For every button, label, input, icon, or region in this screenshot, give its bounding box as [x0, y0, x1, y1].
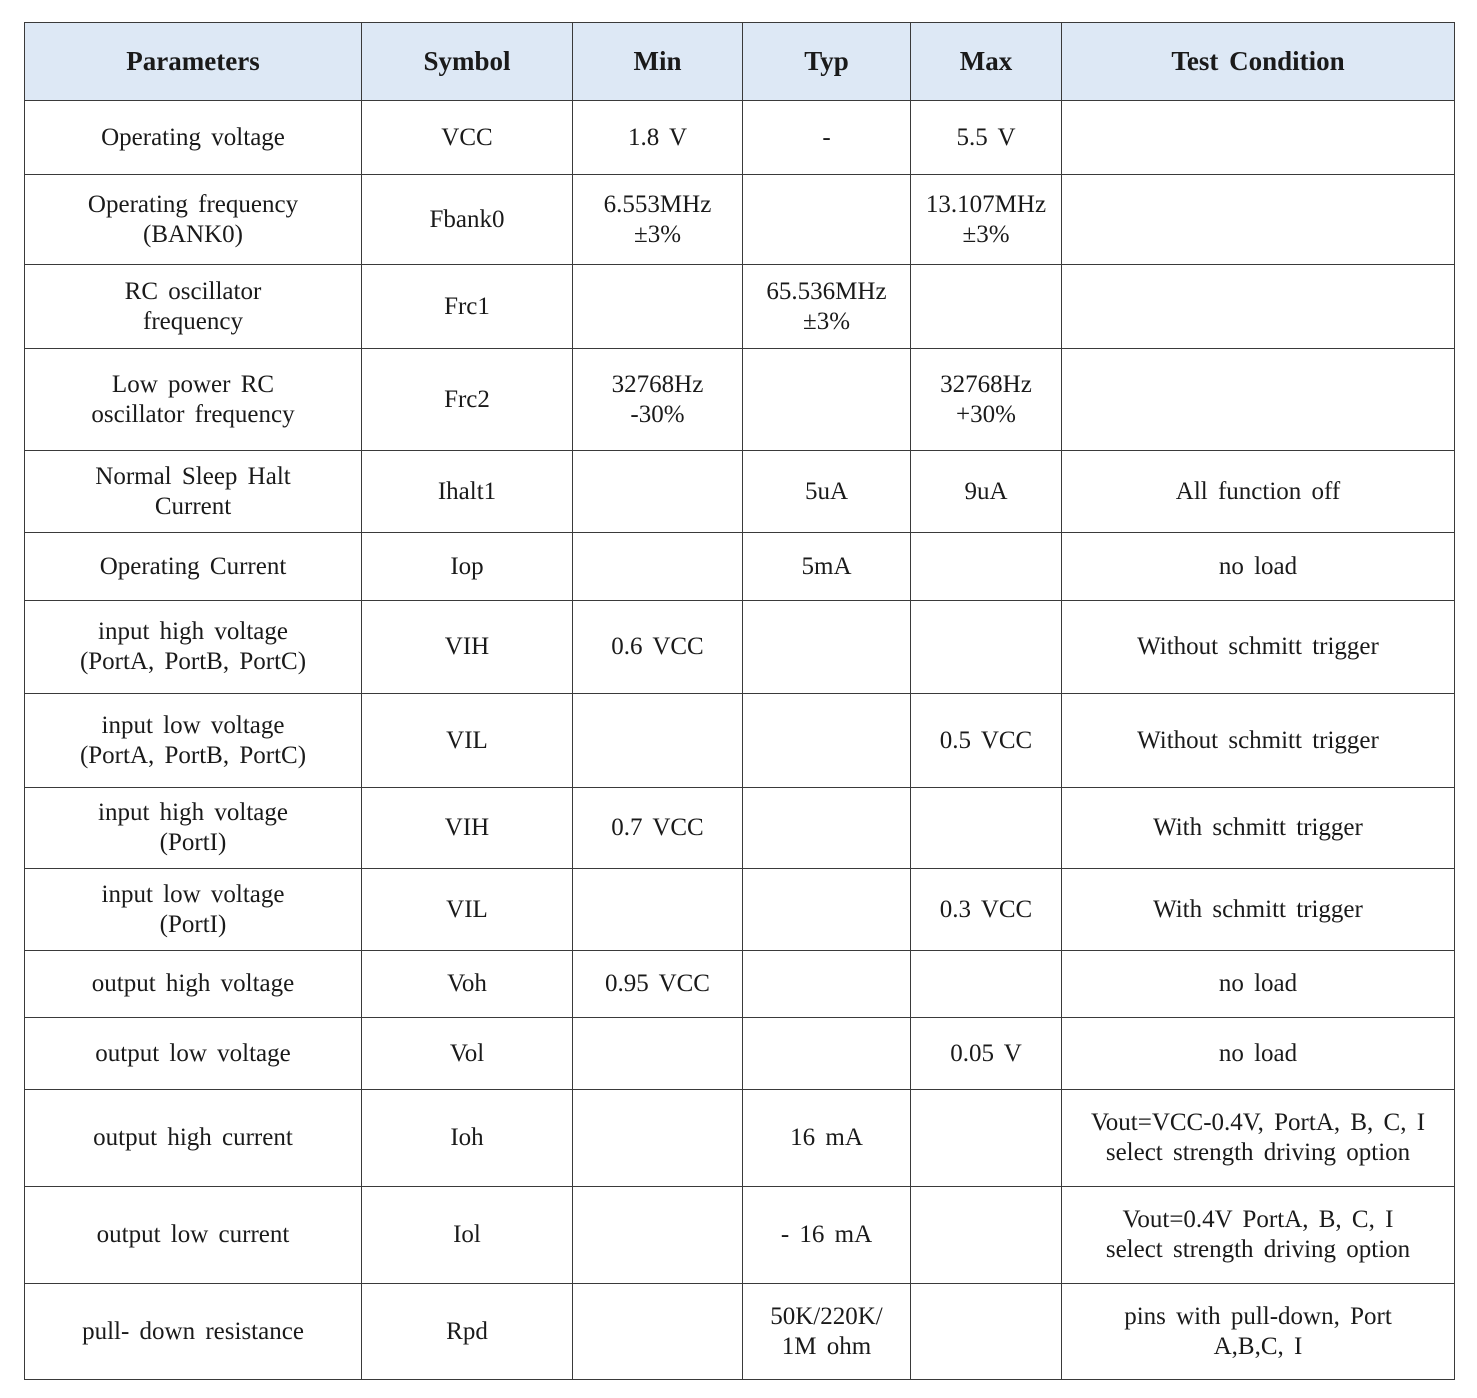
typ-cell	[743, 1018, 911, 1090]
table-row	[25, 349, 1455, 451]
table-row	[25, 1284, 1455, 1380]
parameter-cell: output high voltage	[25, 951, 362, 1018]
typ-cell: - 16 mA	[743, 1187, 911, 1284]
min-cell	[573, 1018, 743, 1090]
header-min: Min	[573, 23, 743, 101]
table-row	[25, 1090, 1455, 1187]
parameter-cell: RC oscillator frequency	[25, 265, 362, 349]
min-cell	[573, 1187, 743, 1284]
table-row	[25, 869, 1455, 951]
table-row	[25, 175, 1455, 265]
electrical-characteristics-table	[24, 22, 1455, 1380]
min-cell	[573, 694, 743, 788]
min-cell: 0.6 VCC	[573, 601, 743, 694]
min-cell: 0.7 VCC	[573, 788, 743, 869]
test-condition-cell: Vout=0.4V PortA, B, C, I select strength driving option	[1062, 1187, 1455, 1284]
test-condition-cell: no load	[1062, 951, 1455, 1018]
parameter-cell: Low power RC oscillator frequency	[25, 349, 362, 451]
max-cell: 9uA	[911, 451, 1062, 533]
test-condition-cell: Without schmitt trigger	[1062, 694, 1455, 788]
typ-cell: 65.536MHz ±3%	[743, 265, 911, 349]
max-cell	[911, 1090, 1062, 1187]
typ-cell	[743, 694, 911, 788]
header-row	[25, 23, 1455, 101]
symbol-cell: Ihalt1	[362, 451, 573, 533]
test-condition-cell	[1062, 175, 1455, 265]
max-cell: 0.05 V	[911, 1018, 1062, 1090]
test-condition-cell	[1062, 265, 1455, 349]
symbol-cell: VCC	[362, 101, 573, 175]
min-cell	[573, 533, 743, 601]
test-condition-cell: With schmitt trigger	[1062, 869, 1455, 951]
parameter-cell: input low voltage (PortI)	[25, 869, 362, 951]
typ-cell	[743, 349, 911, 451]
test-condition-cell: no load	[1062, 533, 1455, 601]
typ-cell: 50K/220K/ 1M ohm	[743, 1284, 911, 1380]
max-cell	[911, 265, 1062, 349]
parameter-cell: Operating voltage	[25, 101, 362, 175]
max-cell	[911, 601, 1062, 694]
test-condition-cell: Vout=VCC-0.4V, PortA, B, C, I select strength driving option	[1062, 1090, 1455, 1187]
test-condition-cell: pins with pull-down, Port A,B,C, I	[1062, 1284, 1455, 1380]
symbol-cell: Frc1	[362, 265, 573, 349]
max-cell: 5.5 V	[911, 101, 1062, 175]
max-cell	[911, 951, 1062, 1018]
typ-cell: 16 mA	[743, 1090, 911, 1187]
symbol-cell: Rpd	[362, 1284, 573, 1380]
typ-cell	[743, 601, 911, 694]
symbol-cell: Iop	[362, 533, 573, 601]
min-cell: 32768Hz -30%	[573, 349, 743, 451]
max-cell: 32768Hz +30%	[911, 349, 1062, 451]
min-cell	[573, 1284, 743, 1380]
symbol-cell: Voh	[362, 951, 573, 1018]
header-max: Max	[911, 23, 1062, 101]
typ-cell: 5uA	[743, 451, 911, 533]
parameter-cell: Operating Current	[25, 533, 362, 601]
typ-cell: 5mA	[743, 533, 911, 601]
parameter-cell: Normal Sleep Halt Current	[25, 451, 362, 533]
parameter-cell: output high current	[25, 1090, 362, 1187]
symbol-cell: Ioh	[362, 1090, 573, 1187]
min-cell: 0.95 VCC	[573, 951, 743, 1018]
symbol-cell: Vol	[362, 1018, 573, 1090]
parameter-cell: Operating frequency (BANK0)	[25, 175, 362, 265]
min-cell	[573, 1090, 743, 1187]
max-cell	[911, 1187, 1062, 1284]
parameter-cell: pull- down resistance	[25, 1284, 362, 1380]
symbol-cell: VIL	[362, 869, 573, 951]
max-cell	[911, 788, 1062, 869]
typ-cell	[743, 788, 911, 869]
typ-cell	[743, 869, 911, 951]
max-cell	[911, 1284, 1062, 1380]
header-parameters: Parameters	[25, 23, 362, 101]
table-row	[25, 101, 1455, 175]
min-cell	[573, 869, 743, 951]
max-cell: 0.5 VCC	[911, 694, 1062, 788]
table-row	[25, 1187, 1455, 1284]
header-test-condition: Test Condition	[1062, 23, 1455, 101]
typ-cell	[743, 175, 911, 265]
test-condition-cell: With schmitt trigger	[1062, 788, 1455, 869]
max-cell: 13.107MHz ±3%	[911, 175, 1062, 265]
min-cell	[573, 451, 743, 533]
parameter-cell: input high voltage (PortI)	[25, 788, 362, 869]
header-symbol: Symbol	[362, 23, 573, 101]
symbol-cell: Frc2	[362, 349, 573, 451]
parameter-cell: input low voltage (PortA, PortB, PortC)	[25, 694, 362, 788]
symbol-cell: Fbank0	[362, 175, 573, 265]
symbol-cell: VIL	[362, 694, 573, 788]
min-cell: 1.8 V	[573, 101, 743, 175]
table-row	[25, 1018, 1455, 1090]
table-row	[25, 265, 1455, 349]
test-condition-cell: Without schmitt trigger	[1062, 601, 1455, 694]
typ-cell	[743, 951, 911, 1018]
table-row	[25, 533, 1455, 601]
max-cell: 0.3 VCC	[911, 869, 1062, 951]
test-condition-cell	[1062, 349, 1455, 451]
min-cell	[573, 265, 743, 349]
table-row	[25, 694, 1455, 788]
table-row	[25, 451, 1455, 533]
parameter-cell: output low voltage	[25, 1018, 362, 1090]
test-condition-cell: All function off	[1062, 451, 1455, 533]
table-row	[25, 951, 1455, 1018]
table-body	[25, 101, 1455, 1380]
max-cell	[911, 533, 1062, 601]
symbol-cell: VIH	[362, 788, 573, 869]
min-cell: 6.553MHz ±3%	[573, 175, 743, 265]
typ-cell: -	[743, 101, 911, 175]
test-condition-cell	[1062, 101, 1455, 175]
table-row	[25, 601, 1455, 694]
parameter-cell: output low current	[25, 1187, 362, 1284]
symbol-cell: VIH	[362, 601, 573, 694]
symbol-cell: Iol	[362, 1187, 573, 1284]
parameter-cell: input high voltage (PortA, PortB, PortC)	[25, 601, 362, 694]
table-row	[25, 788, 1455, 869]
test-condition-cell: no load	[1062, 1018, 1455, 1090]
header-typ: Typ	[743, 23, 911, 101]
